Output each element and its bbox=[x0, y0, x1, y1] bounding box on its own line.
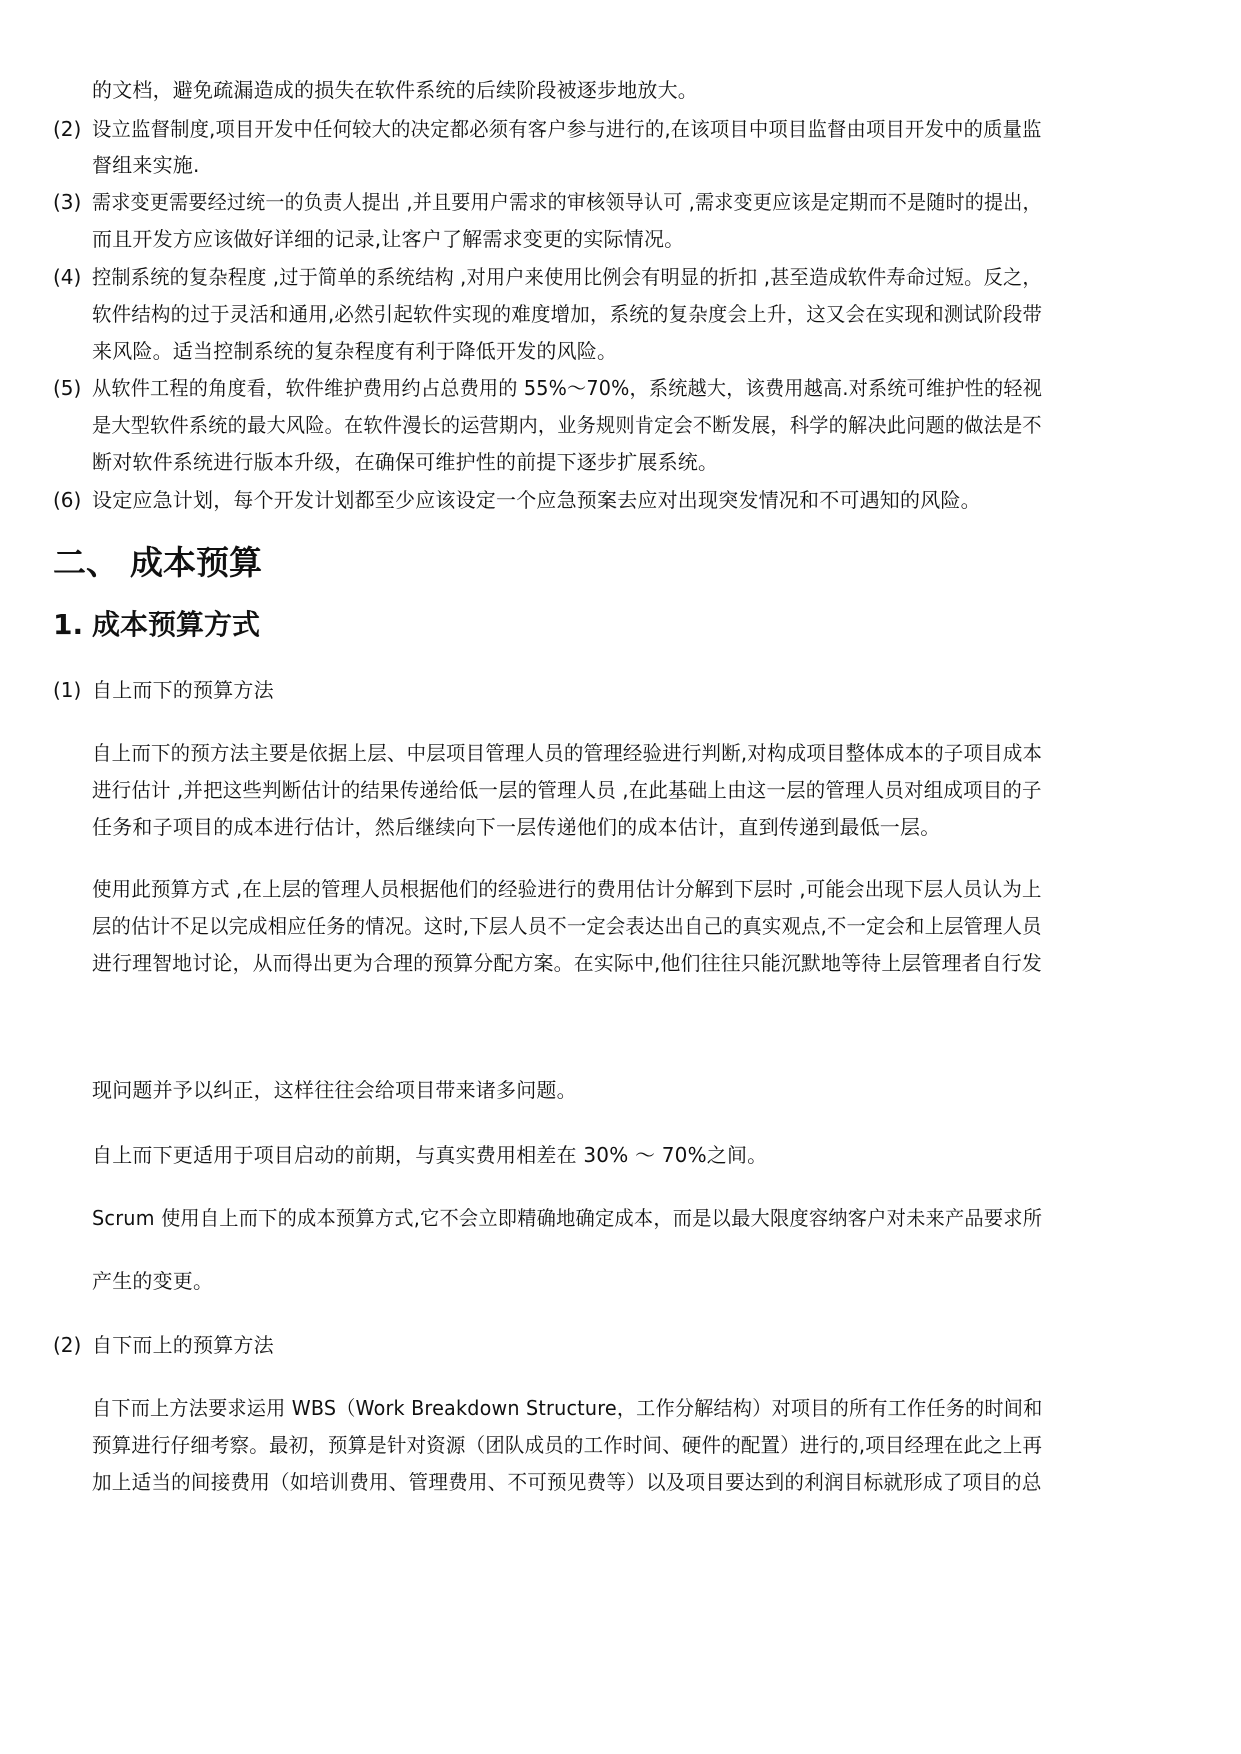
list-item-line: 断对软件系统进行版本升级，在确保可维护性的前提下逐步扩展系统。 bbox=[92, 450, 719, 474]
list-item-line: 是大型软件系统的最大风险。在软件漫长的运营期内，业务规则肯定会不断发展，科学的解决此问题的做法是不 bbox=[92, 413, 1042, 437]
list-number: (4) bbox=[53, 265, 82, 289]
list-item-line: 而且开发方应该做好详细的记录,让客户了解需求变更的实际情况。 bbox=[92, 227, 685, 251]
method-title: 自下而上的预算方法 bbox=[92, 1333, 274, 1357]
paragraph-line: 预算进行仔细考察。最初，预算是针对资源（团队成员的工作时间、硬件的配置）进行的,项目经理在此之上再 bbox=[92, 1433, 1043, 1457]
paragraph-line: 加上适当的间接费用（如培训费用、管理费用、不可预见费等）以及项目要达到的利润目标就形成了项目的总 bbox=[92, 1470, 1042, 1494]
list-item-line: 软件结构的过于灵活和通用,必然引起软件实现的难度增加，系统的复杂度会上升，这又会在实现和测试阶段带 bbox=[92, 302, 1043, 326]
list-item-line: 督组来实施. bbox=[92, 153, 200, 177]
list-item-continuation: 的文档，避免疏漏造成的损失在软件系统的后续阶段被逐步地放大。 bbox=[92, 78, 698, 102]
subsection-number: 1. bbox=[53, 608, 84, 641]
section-number: 二、 bbox=[53, 543, 119, 582]
list-number: (2) bbox=[53, 117, 82, 141]
list-number: (2) bbox=[53, 1333, 82, 1357]
list-number: (3) bbox=[53, 190, 82, 214]
paragraph-line: 现问题并予以纠正，这样往往会给项目带来诸多问题。 bbox=[92, 1078, 577, 1102]
list-item-line: 从软件工程的角度看，软件维护费用约占总费用的 55%～70%，系统越大，该费用越高.对系统可维护性的轻视 bbox=[92, 376, 1043, 400]
list-item-line: 设立监督制度,项目开发中任何较大的决定都必须有客户参与进行的,在该项目中项目监督由项目开发中的质量监 bbox=[92, 117, 1042, 141]
list-item-line: 来风险。适当控制系统的复杂程度有利于降低开发的风险。 bbox=[92, 339, 618, 363]
paragraph-line: 自上而下更适用于项目启动的前期，与真实费用相差在 30% ～ 70%之间。 bbox=[92, 1143, 768, 1167]
section-title: 成本预算 bbox=[130, 543, 262, 582]
list-item-line: 需求变更需要经过统一的负责人提出 ,并且要用户需求的审核领导认可 ,需求变更应该是定期而不是随时的提出， bbox=[92, 190, 1042, 214]
paragraph-line: 自下而上方法要求运用 WBS（Work Breakdown Structure，工作分解结构）对项目的所有工作任务的时间和 bbox=[92, 1396, 1043, 1420]
list-item-line: 设定应急计划，每个开发计划都至少应该设定一个应急预案去应对出现突发情况和不可遇知的风险。 bbox=[92, 488, 981, 512]
list-number: (5) bbox=[53, 376, 82, 400]
subsection-title: 成本预算方式 bbox=[92, 608, 261, 641]
method-title: 自上而下的预算方法 bbox=[92, 678, 274, 702]
paragraph-line: 任务和子项目的成本进行估计，然后继续向下一层传递他们的成本估计，直到传递到最低一层。 bbox=[92, 815, 941, 839]
paragraph-line: 自上而下的预方法主要是依据上层、中层项目管理人员的管理经验进行判断,对构成项目整体成本的子项目成本 bbox=[92, 741, 1043, 765]
paragraph-line: 产生的变更。 bbox=[92, 1269, 214, 1293]
list-number: (6) bbox=[53, 488, 82, 512]
paragraph-line: 层的估计不足以完成相应任务的情况。这时,下层人员不一定会表达出自己的真实观点,不一定会和上层管理人员 bbox=[92, 914, 1042, 938]
paragraph-line: 进行估计 ,并把这些判断估计的结果传递给低一层的管理人员 ,在此基础上由这一层的管理人员对组成项目的子 bbox=[92, 778, 1042, 802]
paragraph-line: Scrum 使用自上而下的成本预算方式,它不会立即精确地确定成本，而是以最大限度容纳客户对未来产品要求所 bbox=[92, 1206, 1043, 1230]
list-number: (1) bbox=[53, 678, 82, 702]
paragraph-line: 进行理智地讨论，从而得出更为合理的预算分配方案。在实际中,他们往往只能沉默地等待上层管理者自行发 bbox=[92, 951, 1042, 975]
list-item-line: 控制系统的复杂程度 ,过于简单的系统结构 ,对用户来使用比例会有明显的折扣 ,甚至造成软件寿命过短。反之， bbox=[92, 265, 1042, 289]
paragraph-line: 使用此预算方式 ,在上层的管理人员根据他们的经验进行的费用估计分解到下层时 ,可能会出现下层人员认为上 bbox=[92, 877, 1042, 901]
